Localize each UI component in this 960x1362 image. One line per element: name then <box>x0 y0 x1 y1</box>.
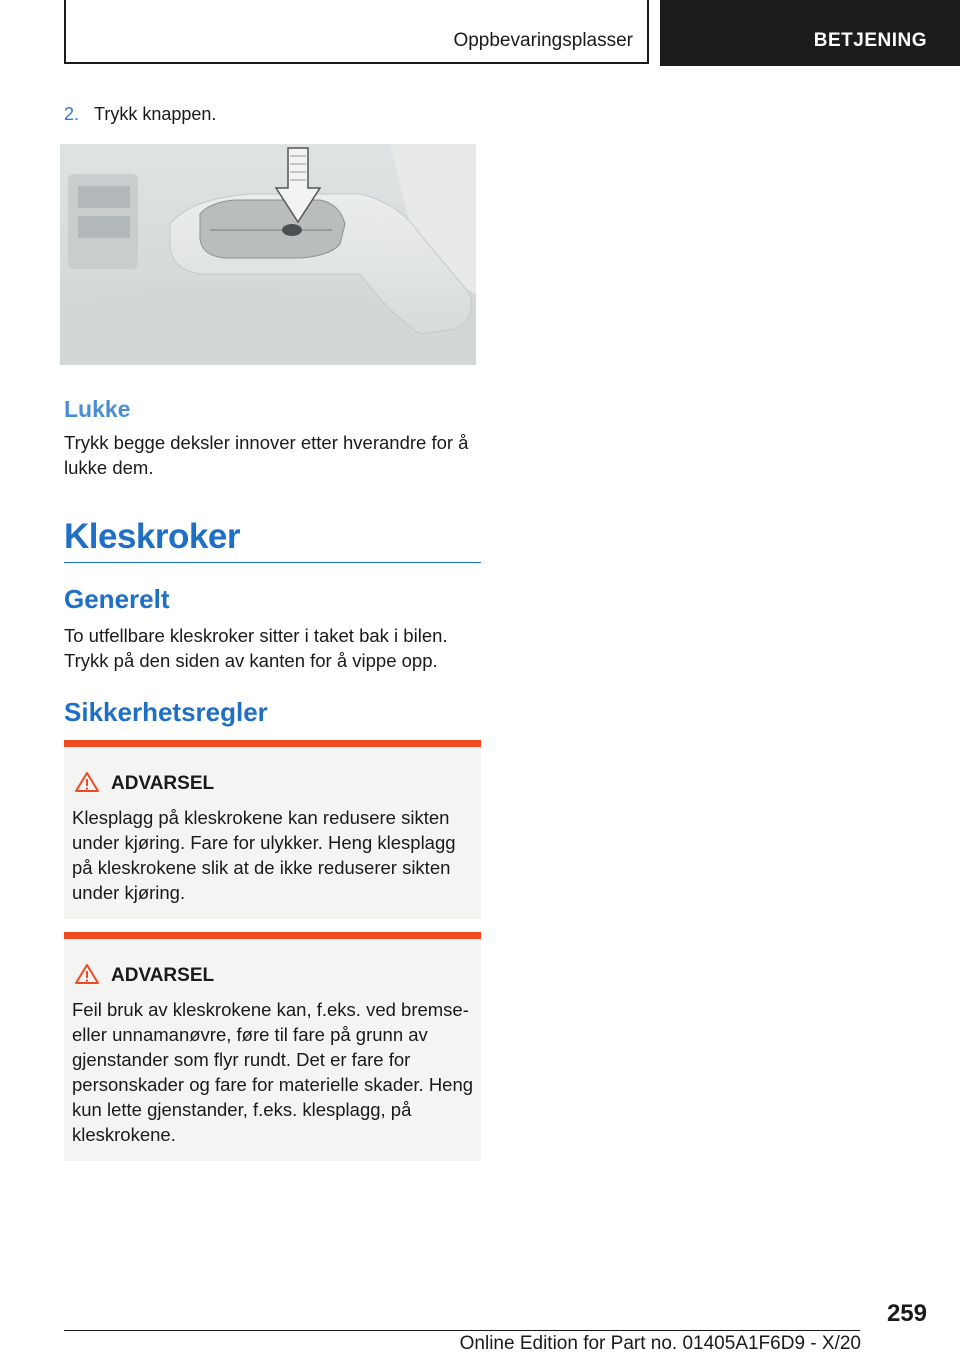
warning-text: Feil bruk av kleskrokene kan, f.eks. ved bremse- eller unnamanøvre, føre til fare på grunn av gjenstander som flyr rundt. Det er fare for personskader og fare for materielle skader. Heng kun lette gjenstander, f.eks. klesplagg, på kleskrokene. <box>72 999 474 1145</box>
step-item <box>64 104 216 125</box>
warning-title: ADVARSEL <box>111 965 215 986</box>
general-text: To utfellbare kleskroker sitter i taket bak i bilen. Trykk på den siden av kanten for å vippe opp. <box>64 625 448 671</box>
header-section-tab <box>64 0 649 64</box>
general-heading: Generelt <box>64 584 170 614</box>
armrest-illustration <box>60 144 476 365</box>
section-title: Kleskroker <box>64 517 240 556</box>
page-number: 259 <box>886 1300 927 1327</box>
closing-heading: Lukke <box>64 396 131 422</box>
warning-text: Klesplagg på kleskrokene kan redusere sikten under kjøring. Fare for ulykker. Heng klesplagg på kleskrokene slik at de ikke reduserer sikten under kjøring. <box>72 807 456 903</box>
warning-triangle-icon <box>74 963 100 985</box>
warning-box <box>64 932 481 1161</box>
closing-text: Trykk begge deksler innover etter hverandre for å lukke dem. <box>64 432 469 478</box>
header-chapter-title: BETJENING <box>813 30 927 51</box>
safety-heading: Sikkerhetsregler <box>64 697 268 727</box>
footer-divider <box>64 1330 860 1331</box>
footer-edition: Online Edition for Part no. 01405A1F6D9 - X/20 <box>459 1333 861 1354</box>
header-chapter-tab <box>660 0 960 66</box>
warning-box <box>64 740 481 919</box>
header-section-title: Oppbevaringsplasser <box>453 30 633 51</box>
step-number: 2. <box>64 104 80 124</box>
section-divider <box>64 562 481 563</box>
armrest-photo <box>60 144 476 365</box>
warning-title: ADVARSEL <box>111 773 215 794</box>
warning-triangle-icon <box>74 771 100 793</box>
step-text: Trykk knappen. <box>94 104 217 124</box>
